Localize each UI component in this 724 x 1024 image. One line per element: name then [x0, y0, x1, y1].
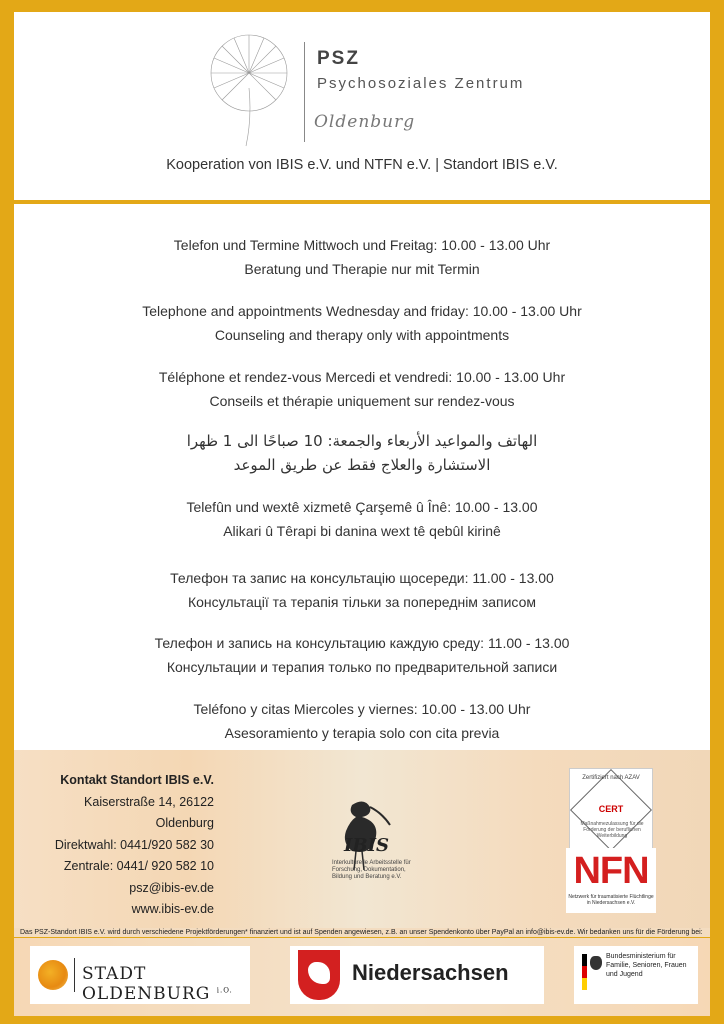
hours-line: Telefon und Termine Mittwoch und Freitag: 10.00 - 13.00 Uhr: [173, 237, 551, 253]
hours-line: الهاتف والمواعيد الأربعاء والجمعة: 10 صباحًا الى 1 ظهرا: [186, 432, 538, 450]
hours-ukrainian: [14, 566, 710, 614]
hours-russian: [14, 631, 710, 679]
cooperation-line: Kooperation von IBIS e.V. und NTFN e.V. | Standort IBIS e.V.: [166, 157, 558, 173]
sponsor-bmfsfj: [574, 946, 698, 1004]
contact-email[interactable]: psz@ibis-ev.de: [129, 880, 214, 895]
hours-line: Teléfono y citas Miercoles y viernes: 10.00 - 13.00 Uhr: [193, 701, 531, 717]
oldenburg-suffix: i.O.: [216, 986, 233, 995]
oldenburg-text: [82, 964, 250, 1004]
hours-german: [14, 233, 710, 281]
hours-line: Телефон та запис на консультацію щосереди: 11.00 - 13.00: [170, 570, 554, 586]
hours-french: [14, 365, 710, 413]
sponsor-stadt-oldenburg: [30, 946, 250, 1004]
logo-divider: [74, 958, 75, 992]
hours-line: Telephone and appointments Wednesday and friday: 10.00 - 13.00 Uhr: [142, 303, 582, 319]
hours-line: Alikari û Têrapi bi danina wext tê qebûl kirinê: [223, 523, 501, 539]
ibis-name: IBIS: [344, 835, 390, 856]
contact-address: Kaiserstraße 14, 26122 Oldenburg: [84, 794, 214, 830]
dandelion-icon: [194, 28, 304, 148]
niedersachsen-text: Niedersachsen: [352, 960, 509, 985]
nfn-subtitle: Netzwerk für traumatisierte Flüchtlinge in Niedersachsen e.V.: [568, 894, 654, 906]
ministry-text: Bundesministerium für Familie, Senioren, Frauen und Jugend: [606, 953, 687, 978]
hours-line: Counseling and therapy only with appointments: [214, 327, 510, 343]
logo-subtitle: Psychosoziales Zentrum: [317, 75, 525, 92]
contact-website[interactable]: www.ibis-ev.de: [131, 902, 214, 916]
logo-title: PSZ: [317, 48, 360, 69]
cert-note: Maßnahmezulassung für die Förderung der beruflichen Weiterbildung: [580, 821, 644, 839]
hours-line: Консультації та терапія тільки за попереднім записом: [187, 594, 536, 610]
hours-line: Beratung und Therapie nur mit Termin: [244, 261, 480, 277]
funding-note: Das PSZ-Standort IBIS e.V. wird durch verschiedene Projektförderungen* finanziert und ist auf Spenden angewiesen, z.B. an unser Spendenkonto über PayPal an info@ibis-ev.de. Wir bedanken uns für die Förderung bei:: [14, 928, 710, 937]
header-panel: [14, 12, 710, 200]
footer-panel: [14, 750, 710, 928]
federal-eagle-icon: [590, 956, 602, 970]
nfn-logo: [566, 848, 656, 913]
german-flag-icon: [582, 954, 587, 990]
hours-arabic: [14, 429, 710, 477]
contact-block: [24, 770, 214, 921]
logo-city: Oldenburg: [314, 112, 416, 132]
azav-certificate: [569, 768, 653, 852]
cert-label: Zertifiziert nach AZAV: [582, 775, 640, 781]
oldenburg-name: STADT OLDENBURG: [82, 964, 211, 1004]
contact-title: Kontakt Standort IBIS e.V.: [60, 773, 214, 787]
opening-hours-panel: [14, 204, 710, 750]
niedersachsen-crest-icon: [298, 950, 340, 1000]
oldenburg-logo-icon: [38, 960, 68, 990]
hours-line: Conseils et thérapie uniquement sur rendez-vous: [209, 393, 515, 409]
sponsors-bar: [14, 938, 710, 1016]
logo-divider: [304, 42, 305, 142]
cert-mark: CERT: [598, 804, 624, 814]
contact-central-phone: Zentrale: 0441/ 920 582 10: [63, 859, 214, 873]
hours-kurdish: [14, 495, 710, 543]
horse-icon: [308, 962, 330, 984]
hours-line: Telefûn und wextê xizmetê Çarşemê û Înê: 10.00 - 13.00: [186, 499, 538, 515]
contact-direct-phone: Direktwahl: 0441/920 582 30: [54, 837, 214, 852]
hours-line: Телефон и запись на консультацию каждую среду: 11.00 - 13.00: [154, 635, 570, 651]
nfn-mark: NFN: [573, 850, 649, 892]
hours-line: Téléphone et rendez-vous Mercedi et vendredi: 10.00 - 13.00 Uhr: [158, 369, 566, 385]
hours-spanish: [14, 697, 710, 745]
hours-line: Asesoramiento y terapia solo con cita previa: [224, 725, 500, 741]
ibis-subtitle: Interkulturelle Arbeitsstelle für Forschung, Dokumentation, Bildung und Beratung e.V.: [332, 860, 411, 880]
hours-english: [14, 299, 710, 347]
sponsor-niedersachsen: [290, 946, 544, 1004]
hours-line: Консультации и терапия только по предварительной записи: [166, 659, 558, 675]
hours-line: الاستشارة والعلاج فقط عن طريق الموعد: [233, 456, 491, 474]
